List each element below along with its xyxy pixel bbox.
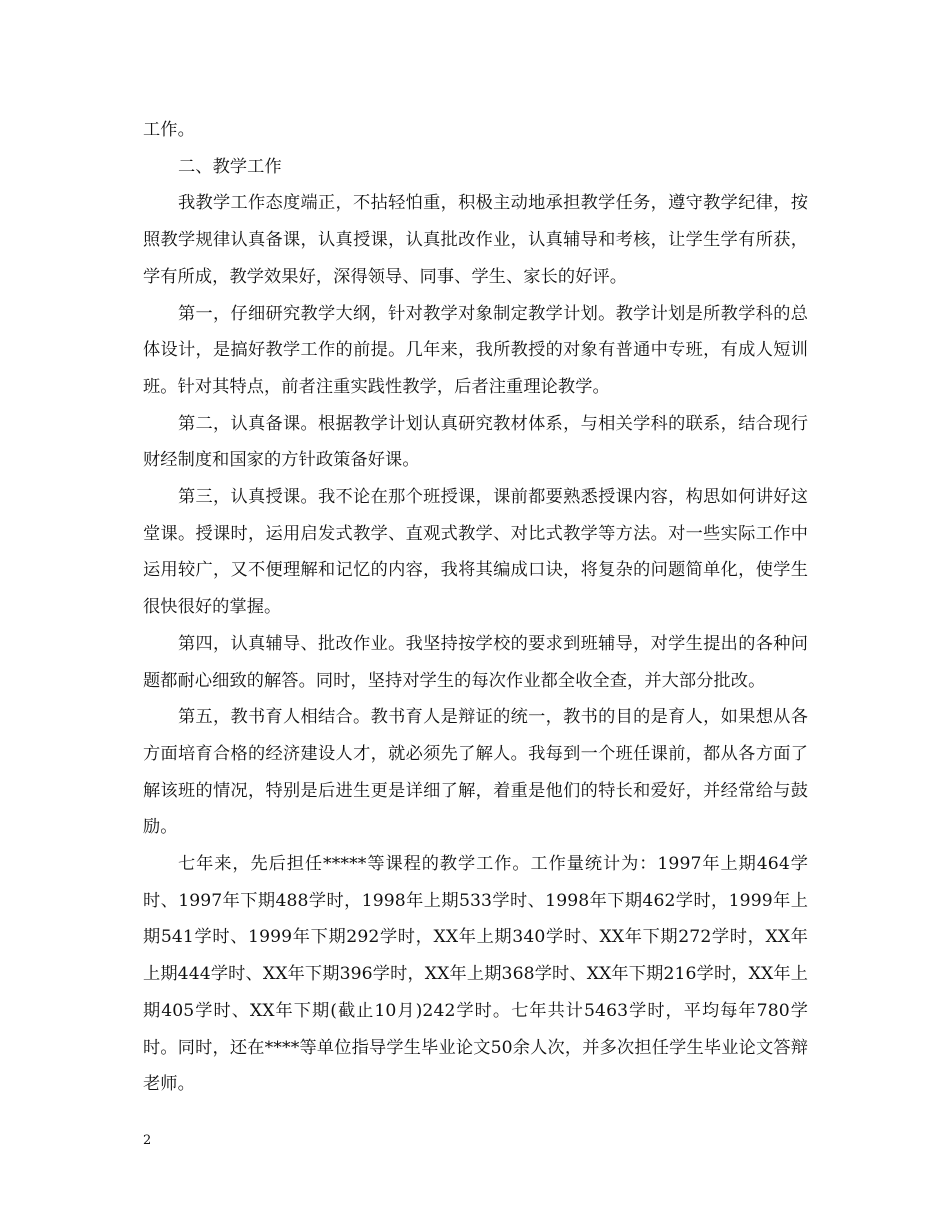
section-heading-teaching-work: 二、教学工作 — [178, 156, 282, 177]
page-number: 2 — [143, 1133, 152, 1148]
paragraph-continuation: 工作。 — [143, 120, 195, 140]
paragraph-point-five: 第五，教书育人相结合。教书育人是辩证的统一，教书的目的是育人，如果想从各方面培育合格的经济建设人才，就必须先了解人。我每到一个班任课前，都从各方面了解该班的情况，特别是后进生更是详细了解，着重是他们的特长和爱好，并经常给与鼓励。 — [143, 707, 808, 838]
paragraph-point-four: 第四，认真辅导、批改作业。我坚持按学校的要求到班辅导，对学生提出的各种问题都耐心细致的解答。同时，坚持对学生的每次作业都全收全查，并大部分批改。 — [143, 633, 808, 691]
paragraph-point-three: 第三，认真授课。我不论在那个班授课，课前都要熟悉授课内容，构思如何讲好这堂课。授课时，运用启发式教学、直观式教学、对比式教学等方法。对一些实际工作中运用较广，又不便理解和记忆的内容，我将其编成口诀，将复杂的问题简单化，使学生很快很好的掌握。 — [143, 487, 808, 618]
paragraph-workload-summary: 七年来，先后担任*****等课程的教学工作。工作量统计为：1997年上期464学时、1997年下期488学时，1998年上期533学时、1998年下期462学时，1999年上期541学时、1999年下期292学时，XX年上期340学时、XX年下期272学时，XX年上期444学时、XX年下期396学时，XX年上期368学时、XX年下期216学时，XX年上期405学时、XX年下期(截止10月)242学时。七年共计5463学时，平均每年780学时。同时，还在****等单位指导学生毕业论文50余人次，并多次担任学生毕业论文答辩老师。 — [143, 854, 808, 1095]
paragraph-teaching-attitude: 我教学工作态度端正，不拈轻怕重，积极主动地承担教学任务，遵守教学纪律，按照教学规律认真备课，认真授课，认真批改作业，认真辅导和考核，让学生学有所获，学有所成，教学效果好，深得领导、同事、学生、家长的好评。 — [143, 193, 808, 287]
paragraph-point-one: 第一，仔细研究教学大纲，针对教学对象制定教学计划。教学计划是所教学科的总体设计，是搞好教学工作的前提。几年来，我所教授的对象有普通中专班，有成人短训班。针对其特点，前者注重实践性教学，后者注重理论教学。 — [143, 303, 808, 397]
document-body — [143, 112, 808, 1103]
paragraph-point-two: 第二，认真备课。根据教学计划认真研究教材体系，与相关学科的联系，结合现行财经制度和国家的方针政策备好课。 — [143, 413, 808, 471]
